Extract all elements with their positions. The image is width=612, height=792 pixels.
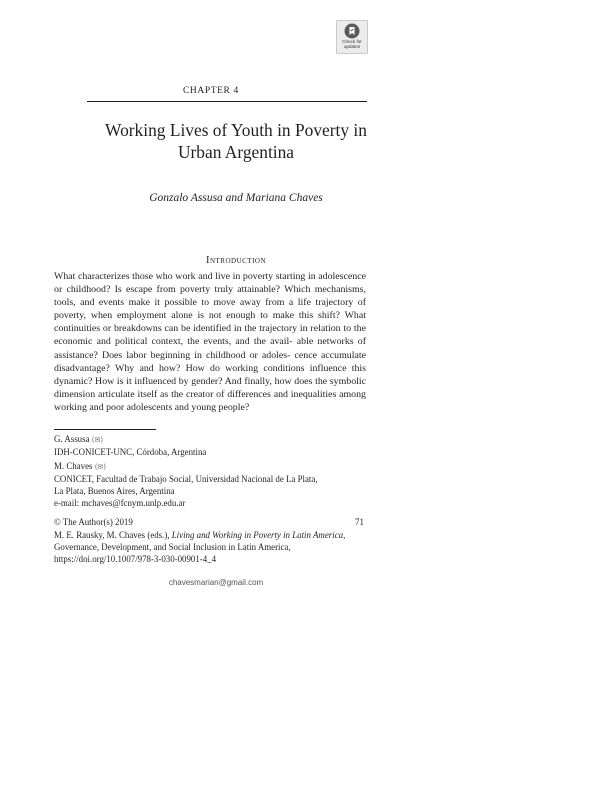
authors: Gonzalo Assusa and Mariana Chaves — [149, 192, 323, 204]
intro-line: cence accumulate disadvantage? Why and how? How do working conditions — [54, 349, 366, 374]
citation-prefix: M. E. Rausky, M. Chaves (eds.), — [54, 530, 172, 540]
intro-line: shift? What continuities or breakdowns can be identified in the trajectory — [54, 310, 366, 335]
author-email[interactable]: e-mail: mchaves@fcnym.unlp.edu.ar — [54, 498, 186, 508]
page-number: 71 — [355, 517, 364, 527]
envelope-icon[interactable]: (✉) — [91, 436, 104, 444]
affiliation-line: CONICET, Facultad de Trabajo Social, Universidad Nacional de La Plata, — [54, 474, 318, 484]
citation-suffix[interactable]: , Governance, Development, and Social Inclusion in Latin America, https://doi.org/10.1007/978-3-030-00901-4_4 — [54, 530, 346, 564]
intro-line: able networks of assistance? Does labor beginning in childhood or adoles- — [54, 336, 367, 361]
author-name: M. Chaves — [54, 461, 93, 471]
footnote-rule — [54, 429, 156, 430]
intro-line: and inequalities among working and poor adolescents and young people? — [54, 388, 366, 413]
intro-line: in relation to the economic and political context, the events, and the avail- — [54, 323, 366, 348]
badge-line-1: Check for — [342, 39, 362, 44]
envelope-icon[interactable]: (✉) — [94, 463, 107, 471]
chapter-title — [60, 119, 412, 163]
author-name: G. Assusa — [54, 434, 90, 444]
intro-line: What characterizes those who work and live in poverty starting in — [54, 271, 316, 282]
affiliation-chaves — [54, 460, 374, 509]
copyright: © The Author(s) 2019 — [54, 517, 133, 527]
intro-line: trajectory of poverty, when employment alone is not enough to make this — [54, 297, 367, 322]
intro-paragraph — [54, 270, 366, 414]
affiliation-assusa — [54, 433, 374, 458]
watermark-email: chavesmarian@gmail.com — [168, 578, 264, 587]
chapter-title-line-1: Working Lives of Youth in Poverty in — [105, 120, 367, 140]
chapter-title-line-2: Urban Argentina — [177, 142, 295, 162]
intro-line: mechanisms, tools, and events make it possible to move away from a life — [54, 284, 366, 309]
check-for-updates-badge[interactable] — [336, 20, 368, 54]
chapter-label: CHAPTER 4 — [183, 86, 239, 96]
intro-line: does the symbolic dimension articulate itself as the creator of differences — [54, 375, 367, 400]
badge-line-2: updates — [343, 44, 361, 49]
intro-line: adolescence or childhood? Is escape from poverty truly attainable? Which — [54, 271, 366, 296]
affiliation-line: La Plata, Buenos Aires, Argentina — [54, 486, 175, 496]
affiliation-line: IDH-CONICET-UNC, Córdoba, Argentina — [54, 447, 207, 457]
citation — [54, 529, 364, 565]
bookmark-check-icon — [344, 23, 360, 39]
intro-line: influence this dynamic? How is it influenced by gender? And finally, how — [54, 362, 366, 387]
section-heading: Introduction — [205, 255, 267, 266]
chapter-rule — [87, 101, 367, 102]
book-title: Living and Working in Poverty in Latin America — [171, 530, 344, 540]
